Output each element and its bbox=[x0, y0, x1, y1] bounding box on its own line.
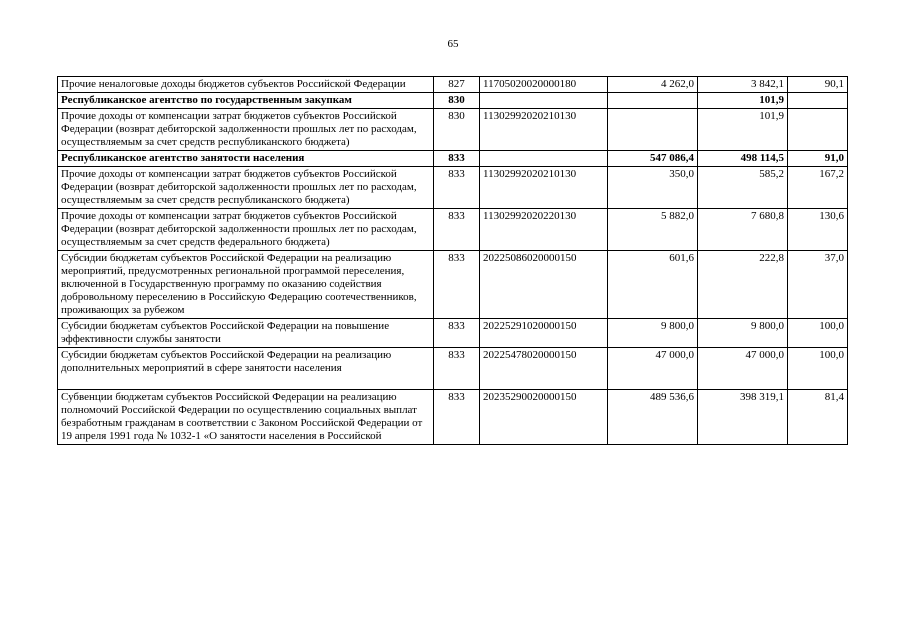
row-kbk-cell: 20225291020000150 bbox=[480, 319, 608, 348]
row-code-cell: 833 bbox=[434, 348, 480, 390]
row-plan-cell: 489 536,6 bbox=[608, 390, 698, 445]
row-fact-cell: 398 319,1 bbox=[698, 390, 788, 445]
page-number: 65 bbox=[447, 38, 459, 50]
row-fact-cell: 9 800,0 bbox=[698, 319, 788, 348]
row-code-cell: 830 bbox=[434, 93, 480, 109]
row-code-cell: 833 bbox=[434, 167, 480, 209]
row-plan-cell: 601,6 bbox=[608, 251, 698, 319]
row-kbk-cell: 11302992020210130 bbox=[480, 167, 608, 209]
row-kbk-cell: 11302992020210130 bbox=[480, 109, 608, 151]
row-kbk-cell: 11705020020000180 bbox=[480, 77, 608, 93]
budget-revenue-table bbox=[57, 76, 848, 445]
row-code-cell: 833 bbox=[434, 151, 480, 167]
row-fact-cell: 222,8 bbox=[698, 251, 788, 319]
row-plan-cell: 47 000,0 bbox=[608, 348, 698, 390]
row-kbk-cell: 11302992020220130 bbox=[480, 209, 608, 251]
row-percent-cell: 91,0 bbox=[788, 151, 848, 167]
row-plan-cell bbox=[608, 93, 698, 109]
table-row bbox=[58, 319, 848, 348]
row-name-cell: Субсидии бюджетам субъектов Российской Федерации на реализацию дополнительных мероприятий в сфере занятости населения bbox=[58, 348, 434, 390]
row-kbk-cell: 20225086020000150 bbox=[480, 251, 608, 319]
row-plan-cell: 547 086,4 bbox=[608, 151, 698, 167]
row-name-cell: Прочие доходы от компенсации затрат бюджетов субъектов Российской Федерации (возврат дебиторской задолженности прошлых лет по расходам, осуществляемым за счет средств федерального бюджета) bbox=[58, 209, 434, 251]
row-code-cell: 833 bbox=[434, 251, 480, 319]
row-kbk-cell: 20225478020000150 bbox=[480, 348, 608, 390]
row-name-cell: Республиканское агентство занятости населения bbox=[58, 151, 434, 167]
row-code-cell: 833 bbox=[434, 319, 480, 348]
row-percent-cell bbox=[788, 93, 848, 109]
row-code-cell: 833 bbox=[434, 209, 480, 251]
row-fact-cell: 101,9 bbox=[698, 93, 788, 109]
row-name-cell: Прочие доходы от компенсации затрат бюджетов субъектов Российской Федерации (возврат дебиторской задолженности прошлых лет по расходам, осуществляемым за счет средств республиканского бюджета) bbox=[58, 109, 434, 151]
row-code-cell: 833 bbox=[434, 390, 480, 445]
table-row bbox=[58, 93, 848, 109]
table-body bbox=[58, 77, 848, 445]
row-kbk-cell: 20235290020000150 bbox=[480, 390, 608, 445]
row-plan-cell: 5 882,0 bbox=[608, 209, 698, 251]
row-plan-cell: 4 262,0 bbox=[608, 77, 698, 93]
table-row bbox=[58, 209, 848, 251]
row-code-cell: 830 bbox=[434, 109, 480, 151]
row-kbk-cell bbox=[480, 93, 608, 109]
row-percent-cell: 100,0 bbox=[788, 348, 848, 390]
row-fact-cell: 3 842,1 bbox=[698, 77, 788, 93]
table-row bbox=[58, 167, 848, 209]
row-name-cell: Субсидии бюджетам субъектов Российской Федерации на реализацию мероприятий, предусмотренных региональной программой переселения, включенной в Государственную программу по оказанию содействия добровольному переселению в Российскую Федерацию соотечественников, проживающих за рубежом bbox=[58, 251, 434, 319]
row-fact-cell: 7 680,8 bbox=[698, 209, 788, 251]
row-name-cell: Прочие доходы от компенсации затрат бюджетов субъектов Российской Федерации (возврат дебиторской задолженности прошлых лет по расходам, осуществляемым за счет средств республиканского бюджета) bbox=[58, 167, 434, 209]
row-percent-cell bbox=[788, 109, 848, 151]
row-percent-cell: 167,2 bbox=[788, 167, 848, 209]
row-fact-cell: 47 000,0 bbox=[698, 348, 788, 390]
row-code-cell: 827 bbox=[434, 77, 480, 93]
row-plan-cell: 350,0 bbox=[608, 167, 698, 209]
row-percent-cell: 81,4 bbox=[788, 390, 848, 445]
row-percent-cell: 100,0 bbox=[788, 319, 848, 348]
table-row bbox=[58, 77, 848, 93]
row-percent-cell: 130,6 bbox=[788, 209, 848, 251]
row-kbk-cell bbox=[480, 151, 608, 167]
row-name-cell: Субсидии бюджетам субъектов Российской Федерации на повышение эффективности службы занятости bbox=[58, 319, 434, 348]
row-fact-cell: 585,2 bbox=[698, 167, 788, 209]
row-plan-cell bbox=[608, 109, 698, 151]
row-name-cell: Субвенции бюджетам субъектов Российской Федерации на реализацию полномочий Российской Федерации по осуществлению социальных выплат безработным гражданам в соответствии с Законом Российской Федерации от 19 апреля 1991 года № 1032-1 «О занятости населения в Российской bbox=[58, 390, 434, 445]
table-row bbox=[58, 109, 848, 151]
table-row bbox=[58, 151, 848, 167]
table-row bbox=[58, 390, 848, 445]
table-row bbox=[58, 251, 848, 319]
row-name-cell: Прочие неналоговые доходы бюджетов субъектов Российской Федерации bbox=[58, 77, 434, 93]
row-name-cell: Республиканское агентство по государственным закупкам bbox=[58, 93, 434, 109]
table-row bbox=[58, 348, 848, 390]
row-plan-cell: 9 800,0 bbox=[608, 319, 698, 348]
row-fact-cell: 498 114,5 bbox=[698, 151, 788, 167]
row-percent-cell: 37,0 bbox=[788, 251, 848, 319]
row-fact-cell: 101,9 bbox=[698, 109, 788, 151]
row-percent-cell: 90,1 bbox=[788, 77, 848, 93]
